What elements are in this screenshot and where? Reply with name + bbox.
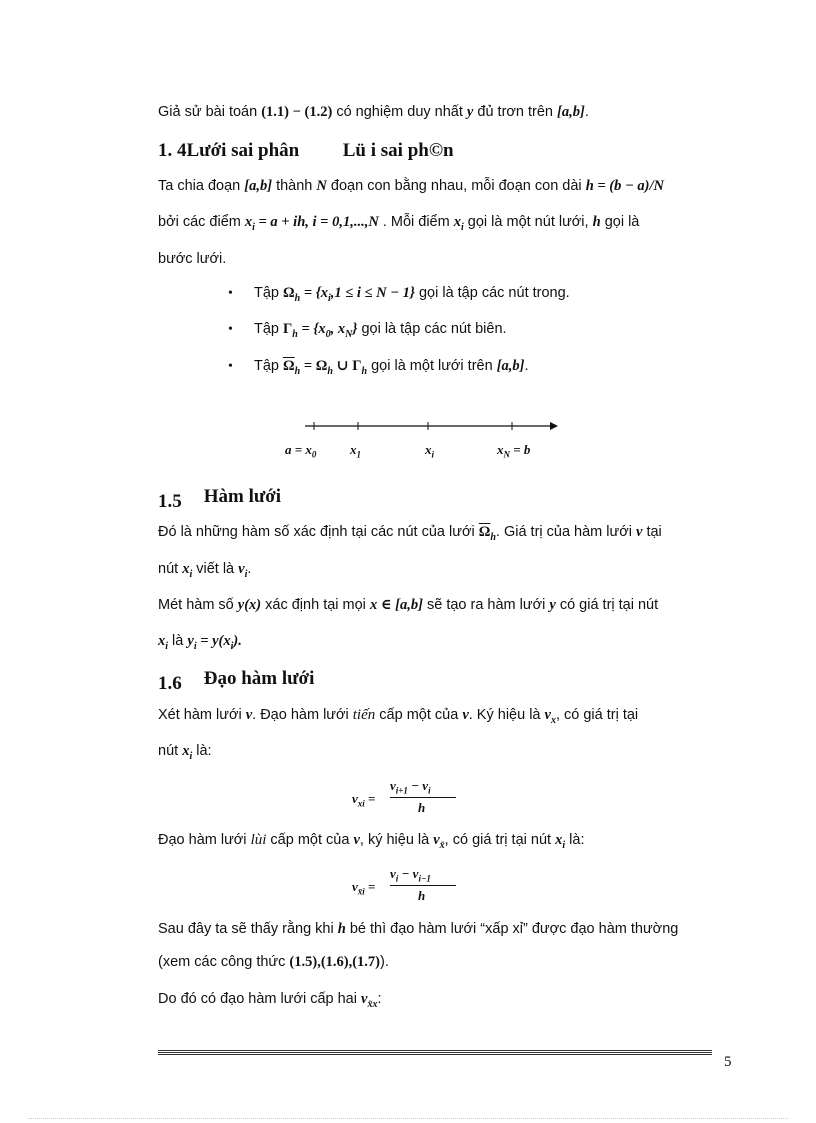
math-sub: i	[562, 839, 566, 851]
text: Đạo hàm lưới	[158, 832, 251, 848]
text: đủ trơn trên	[473, 104, 558, 120]
section-heading-1-6	[158, 668, 315, 694]
math: = y(x	[196, 633, 231, 649]
axis-label-xn	[497, 442, 530, 460]
math-sub: i	[230, 640, 234, 652]
formula-numerator	[390, 866, 431, 884]
paragraph-line	[158, 742, 212, 766]
math-sub: i	[428, 785, 431, 796]
math-sub: xi	[357, 798, 365, 809]
math-sub: h	[292, 328, 298, 340]
text: xác định tại mọi	[261, 597, 370, 613]
text: Mét hàm số	[158, 597, 238, 613]
axis-label-x0	[285, 442, 316, 460]
text: Đó là những hàm số xác định tại các nút của lưới	[158, 524, 479, 540]
text: viết là	[192, 561, 239, 577]
page-number: 5	[724, 1054, 732, 1070]
text: gọi là một lưới trên	[367, 358, 497, 374]
math: = b	[510, 442, 531, 457]
text: Tập	[254, 321, 284, 337]
math: v	[352, 791, 358, 806]
math: Ω	[283, 285, 295, 301]
math-sub: x	[550, 714, 556, 726]
text: . Đạo hàm lưới	[252, 707, 353, 723]
text: cấp một của	[266, 832, 354, 848]
text: Xét hàm lưới	[158, 707, 246, 723]
text: gọi là một nút lưới,	[463, 214, 593, 230]
math: − v	[398, 866, 419, 881]
text: nút	[158, 743, 183, 759]
math: ∪ Γ	[332, 358, 362, 374]
heading-title: 1. 4Lưới sai phân	[158, 140, 300, 161]
math: = {x	[297, 321, 326, 337]
emphasis: lùi	[250, 832, 267, 848]
text: bước lưới.	[158, 251, 227, 267]
text: .	[524, 358, 529, 374]
math: v	[462, 707, 469, 723]
text: , có giá trị tại nút	[444, 832, 556, 848]
paragraph-line	[158, 920, 678, 938]
text: là	[168, 633, 188, 649]
math-sub: h	[327, 365, 333, 377]
math: , x	[330, 321, 346, 337]
math: [a,b]	[557, 104, 585, 120]
math-sub: h	[361, 365, 368, 377]
math: v	[352, 879, 358, 894]
formula-forward-difference	[352, 778, 462, 822]
text: gọi là	[600, 214, 640, 230]
math: [a,b]	[244, 178, 273, 194]
math-sub: i	[244, 568, 248, 580]
math: ).	[233, 633, 242, 649]
math-sub: x̄x	[367, 998, 378, 1010]
math: v	[635, 524, 643, 540]
formula-numerator	[390, 778, 431, 796]
math: y	[466, 104, 474, 120]
heading-number: 1.6	[158, 673, 182, 694]
footer-rule	[158, 1050, 712, 1051]
math: h = (b − a)/N	[585, 178, 664, 194]
math: N	[316, 178, 327, 194]
math-sub: i	[395, 873, 399, 884]
text: .	[584, 104, 589, 120]
math: = a + ih, i = 0,1,...,N	[254, 214, 379, 230]
math: }	[352, 321, 358, 337]
footer-rule	[158, 1054, 712, 1055]
formula-denominator: h	[418, 888, 426, 903]
grid-number-line	[300, 418, 564, 438]
text: là:	[565, 832, 585, 848]
text: gọi là tập các nút biên.	[357, 321, 507, 337]
math: x	[182, 561, 190, 577]
math-sub: N	[345, 328, 353, 340]
math: x	[453, 214, 461, 230]
axis-arrow	[550, 422, 558, 430]
heading-garbled-text: Lü i sai ph©n	[342, 140, 454, 161]
text: ).	[380, 954, 389, 970]
math: v	[433, 832, 440, 848]
paragraph-line	[158, 596, 658, 614]
math-sub: i	[189, 568, 193, 580]
math: − v	[407, 778, 429, 793]
math: = {x	[300, 285, 329, 301]
paragraph-line	[158, 213, 639, 237]
text: có giá trị tại nút	[555, 597, 659, 613]
math: y	[187, 633, 194, 649]
math: y	[549, 597, 556, 613]
paragraph-line	[158, 953, 389, 971]
text: (xem các công thức	[158, 954, 290, 970]
axis-label-x1	[350, 442, 361, 460]
fraction-bar	[390, 885, 456, 886]
math-sub: i−1	[418, 873, 431, 884]
math: $\overline{\Omega}$	[283, 358, 295, 374]
text: bởi các điểm	[158, 214, 245, 230]
paragraph-line	[158, 560, 251, 584]
section-heading-1-5	[158, 486, 282, 512]
math: [a,b]	[496, 358, 525, 374]
math: (1.1) − (1.2)	[261, 104, 333, 120]
math: x	[244, 214, 253, 230]
math: ,1 ≤ i ≤ N − 1}	[330, 285, 415, 301]
text: đoạn con bằng nhau, mỗi đoạn con dài	[326, 178, 586, 194]
intro-line	[158, 103, 589, 121]
math: v	[390, 866, 396, 881]
math-sub: 1	[356, 449, 361, 460]
footer-rule	[158, 1052, 712, 1053]
bullet-dot: •	[228, 322, 233, 337]
math-sub: i	[189, 750, 193, 762]
math-sub: x̄	[439, 839, 445, 851]
math: v	[353, 832, 360, 848]
bullet-item-boundary-nodes	[254, 320, 507, 344]
math: x ∈ [a,b]	[369, 597, 423, 613]
formula-denominator: h	[418, 800, 426, 815]
bullet-dot: •	[228, 359, 233, 374]
math-sub: i	[431, 449, 435, 460]
text: .	[247, 561, 252, 577]
formula-backward-difference	[352, 866, 462, 910]
math-sub: i+1	[395, 785, 408, 796]
text: :	[377, 991, 382, 1007]
math: x	[425, 442, 432, 457]
math: v	[544, 707, 551, 723]
text: sẽ tạo ra hàm lưới	[422, 597, 550, 613]
paragraph-line	[158, 706, 638, 730]
math-sub: 0	[311, 449, 317, 460]
math-sub: h	[490, 531, 496, 543]
bullet-dot: •	[228, 286, 233, 301]
math: v	[245, 707, 253, 723]
paragraph-line	[158, 523, 662, 547]
math: x	[182, 743, 190, 759]
math: $\overline{\Omega}$	[478, 524, 491, 540]
text: Giả sử bài toán	[158, 104, 262, 120]
math: v	[238, 561, 245, 577]
text: bé thì đạo hàm lưới “xấp xỉ” được đạo hàm thường	[345, 921, 679, 937]
math: h	[337, 921, 346, 937]
formula-lhs	[352, 791, 375, 809]
math-sub: i	[252, 221, 255, 233]
math-sub: i	[193, 640, 197, 652]
text: tại	[642, 524, 662, 540]
heading-title: Hàm lưới	[203, 486, 282, 507]
math-sub: h	[294, 292, 301, 304]
math-sub: i	[165, 640, 169, 652]
math: x	[555, 832, 563, 848]
text: là:	[192, 743, 212, 759]
text: Tập	[254, 358, 284, 374]
paragraph-line	[158, 990, 381, 1014]
bullet-item-grid	[254, 357, 529, 381]
bullet-item-interior-nodes	[254, 284, 570, 308]
fraction-bar	[390, 797, 456, 798]
heading-number: 1.5	[158, 491, 182, 512]
paragraph-line	[158, 632, 242, 656]
section-heading-1-4	[158, 140, 454, 162]
text: Ta chia đoạn	[158, 178, 245, 194]
paragraph-line	[158, 250, 226, 268]
heading-title: Đạo hàm lưới	[203, 668, 315, 689]
text: nút	[158, 561, 183, 577]
page-edge-dots	[28, 1118, 788, 1119]
math-sub: h	[294, 365, 301, 377]
math: h	[592, 214, 601, 230]
text: gọi là tập các nút trong.	[414, 285, 570, 301]
math: Γ	[283, 321, 293, 337]
text: có nghiệm duy nhất	[332, 104, 467, 120]
text: thành	[272, 178, 317, 194]
text: cấp một của	[375, 707, 463, 723]
math: v	[390, 778, 396, 793]
text: Sau đây ta sẽ thấy rằng khi	[158, 921, 338, 937]
math-sub: i	[328, 292, 331, 304]
math: x	[158, 633, 166, 649]
math: a = x	[285, 442, 312, 457]
paragraph-line	[158, 831, 584, 855]
text: , ký hiệu là	[359, 832, 434, 848]
math-sub: N	[503, 449, 510, 460]
text: . Mỗi điểm	[378, 214, 454, 230]
math: (1.5),(1.6),(1.7)	[289, 954, 381, 970]
axis-label-xi	[425, 442, 434, 460]
text: . Ký hiệu là	[468, 707, 545, 723]
math: = Ω	[300, 358, 328, 374]
emphasis: tiến	[352, 707, 376, 723]
formula-lhs	[352, 879, 375, 897]
paragraph-line	[158, 177, 664, 195]
text: Tập	[254, 285, 284, 301]
math: =	[364, 879, 376, 894]
text: . Giá trị của hàm lưới	[495, 524, 636, 540]
text: , có giá trị tại	[555, 707, 639, 723]
math-sub: 0	[325, 328, 331, 340]
math-sub: x̄i	[357, 886, 365, 897]
math: =	[364, 791, 376, 806]
math: v	[361, 991, 368, 1007]
math: x	[350, 442, 357, 457]
math-sub: i	[460, 221, 464, 233]
text: Do đó có đạo hàm lưới cấp hai	[158, 991, 361, 1007]
math: y(x)	[237, 597, 262, 613]
math: x	[497, 442, 504, 457]
